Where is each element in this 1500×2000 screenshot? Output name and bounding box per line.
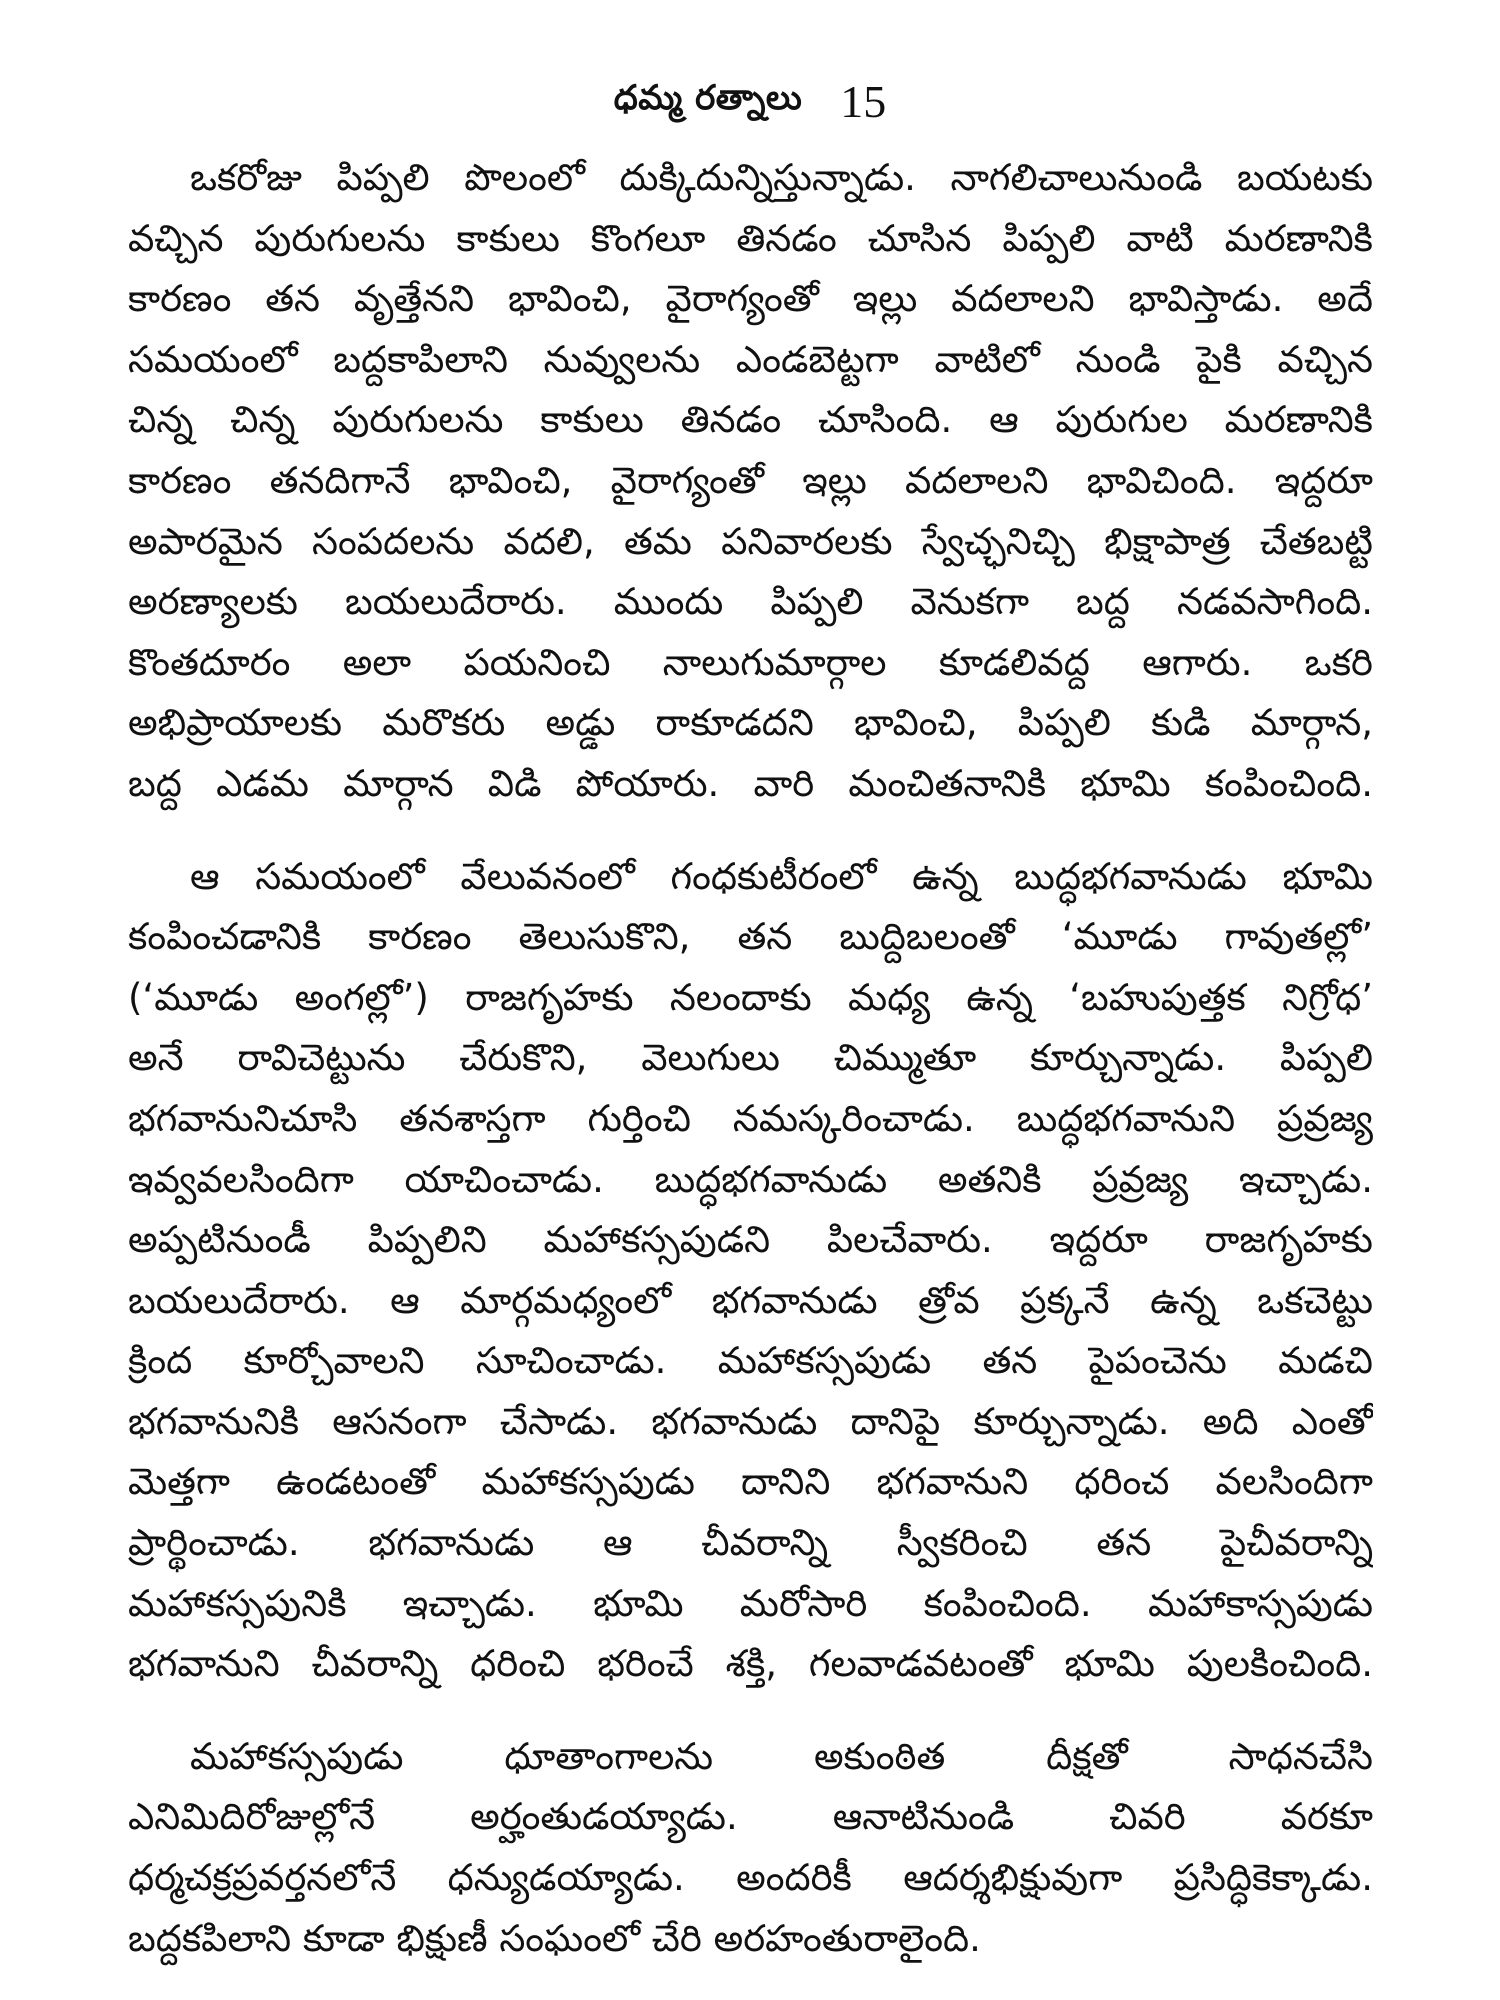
text-line: కారణం తన వృత్తేనని భావించి, వైరాగ్యంతో ఇల్లు వదలాలని భావిస్తాడు. అదే xyxy=(128,277,1373,321)
text-line: బయలుదేరారు. ఆ మార్గమధ్యంలో భగవానుడు త్రోవ ప్రక్కనే ఉన్న ఒకచెట్టు xyxy=(128,1278,1373,1322)
text-line: ఇవ్వవలసిందిగా యాచించాడు. బుద్ధభగవానుడు అతనికి ప్రవ్రజ్య ఇచ్చాడు. xyxy=(128,1157,1373,1201)
text-line: అనే రావిచెట్టును చేరుకొని, వెలుగులు చిమ్ముతూ కూర్చున్నాడు. పిప్పలి xyxy=(128,1036,1373,1080)
text-line: ప్రార్థించాడు. భగవానుడు ఆ చీవరాన్ని స్వీకరించి తన పైచీవరాన్ని xyxy=(128,1521,1373,1565)
text-line: బద్ద ఎడమ మార్గాన విడి పోయారు. వారి మంచితనానికి భూమి కంపించింది. xyxy=(128,761,1373,805)
text-line: కారణం తనదిగానే భావించి, వైరాగ్యంతో ఇల్లు వదలాలని భావిచింది. ఇద్దరూ xyxy=(128,458,1373,502)
text-line: కంపించడానికి కారణం తెలుసుకొని, తన బుద్దిబలంతో ‘మూడు గావుతల్లో’ xyxy=(128,915,1373,959)
text-line: భగవానునికి ఆసనంగా చేసాడు. భగవానుడు దానిపై కూర్చున్నాడు. అది ఎంతో xyxy=(128,1399,1373,1443)
text-line: క్రింద కూర్చోవాలని సూచించాడు. మహాకస్సపుడు తన పైపంచెను మడచి xyxy=(128,1339,1373,1383)
paragraph-2 xyxy=(128,847,1373,1695)
page-header xyxy=(0,72,1500,132)
text-line: ఎనిమిదిరోజుల్లోనే అర్హంతుడయ్యాడు. ఆనాటినుండి చివరి వరకూ xyxy=(128,1795,1373,1839)
paragraph-1 xyxy=(128,148,1373,815)
body-text xyxy=(128,148,1373,1969)
text-line: అపారమైన సంపదలను వదలి, తమ పనివారలకు స్వేచ్ఛనిచ్చి భిక్షాపాత్ర చేతబట్టి xyxy=(128,519,1373,563)
text-line: అభిప్రాయాలకు మరొకరు అడ్డు రాకూడదని భావించి, పిప్పలి కుడి మార్గాన, xyxy=(128,701,1373,745)
text-line: చిన్న చిన్న పురుగులను కాకులు తినడం చూసింది. ఆ పురుగుల మరణానికి xyxy=(128,398,1373,442)
text-line: సమయంలో బద్దకాపిలాని నువ్వులను ఎండబెట్టగా వాటిలో నుండి పైకి వచ్చిన xyxy=(128,337,1373,381)
text-line: అప్పటినుండీ పిప్పలిని మహాకస్సపుడని పిలచేవారు. ఇద్దరూ రాజగృహకు xyxy=(128,1218,1373,1262)
text-line: కొంతదూరం అలా పయనించి నాలుగుమార్గాల కూడలివద్ద ఆగారు. ఒకరి xyxy=(128,640,1373,684)
text-line: భగవానుని చీవరాన్ని ధరించి భరించే శక్తి, గలవాడవటంతో భూమి పులకించింది. xyxy=(128,1642,1373,1686)
text-line: ధర్మచక్రప్రవర్తనలోనే ధన్యుడయ్యాడు. అందరికీ ఆదర్శభిక్షువుగా ప్రసిద్ధికెక్కాడు. xyxy=(128,1856,1373,1900)
text-line: అరణ్యాలకు బయలుదేరారు. ముందు పిప్పలి వెనుకగా బద్ద నడవసాగింది. xyxy=(128,580,1373,624)
text-line: భగవానునిచూసి తనశాస్తగా గుర్తించి నమస్కరించాడు. బుద్ధభగవానుని ప్రవ్రజ్య xyxy=(128,1096,1373,1140)
page-number: 15 xyxy=(840,76,887,127)
text-line: వచ్చిన పురుగులను కాకులు కొంగలూ తినడం చూసిన పిప్పలి వాటి మరణానికి xyxy=(128,216,1373,260)
text-line: ఆ సమయంలో వేలువనంలో గంధకుటీరంలో ఉన్న బుద్ధభగవానుడు భూమి xyxy=(190,854,1373,898)
text-line: మెత్తగా ఉండటంతో మహాకస్సపుడు దానిని భగవానుని ధరించ వలసిందిగా xyxy=(128,1460,1373,1504)
text-line: ఒకరోజు పిప్పలి పొలంలో దుక్కిదున్నిస్తున్నాడు. నాగలిచాలునుండి బయటకు xyxy=(190,156,1373,199)
text-line: మహాకస్సపుడు ధూతాంగాలను అకుంఠిత దీక్షతో సాధనచేసి xyxy=(190,1734,1373,1778)
paragraph-3 xyxy=(128,1727,1373,1969)
text-line: (‘మూడు అంగల్లో’) రాజగృహకు నలందాకు మధ్య ఉన్న ‘బహుపుత్తక నిగ్రోధ’ xyxy=(128,975,1373,1019)
text-line: మహాకస్సపునికి ఇచ్చాడు. భూమి మరోసారి కంపించింది. మహాకాస్సపుడు xyxy=(128,1581,1373,1625)
running-title: ధమ్మ రత్నాలు xyxy=(613,78,803,118)
text-line: బద్దకపిలాని కూడా భిక్షుణీ సంఘంలో చేరి అరహంతురాలైంది. xyxy=(128,1916,981,1960)
